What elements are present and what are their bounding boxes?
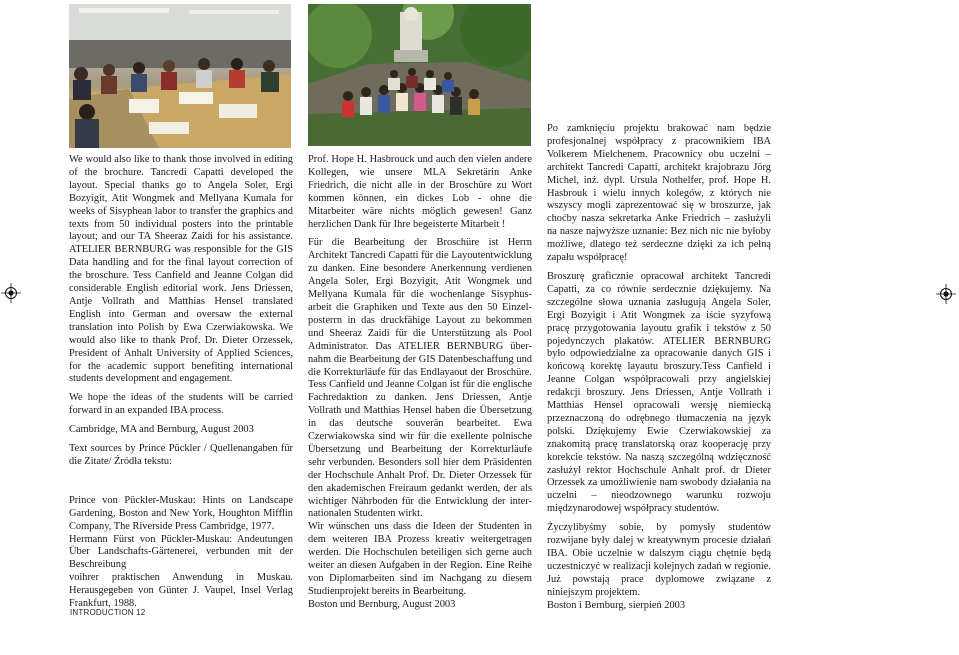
polish-closing-wish: Życzylibyśmy sobie, by pomysły studentów rozwijane były dalej w kreatywnym procesie działań IBA. Obie uczelnie w dalszym ciągu chętnie będą uczestniczyć w realizacji kolejnych zadań w regionie. Już powstają prace dyplomowe związane z niniejszym projektem. <box>547 522 771 598</box>
german-acknowledgements: Für die Bearbeitung der Broschüre ist Herrn Architekt Tancredi Capatti für die Layoutentwicklung zu danken. Eine besondere Anerkennung verdienen Angela Soler, Ergi Bozyigit, Atit Wongmek und Mellyana Kumala für die wochenlange Sisyphus-arbeit die Graphiken und Texte aus den 50 Einzel-posterrn in das druckfähige Layout zu bekommen und Sheeraz Zaidi für die Unterstützung als Pool Administrator. Das ATELIER BERNBURG über-nahm die Bearbeitung der GIS Datenbeschaffung und die Korrekturläufe für das Endlayaout der Broschüre. Tess Canfield und Jeanne Colgan ist für die englische Fachredaktion zu danken. Jens Driessen, Antje Vollrath und Matthias Hensel haben die Übersetzung in das deutsche souverän bearbeitet. Ewa Czerwiakowska sind wir für die exellente polnische Übersetzung und Bearbeitung der Korrekturläufe sehr verbunden. Besonders soll hier dem Präsidenten der Hochschule Anhalt Prof. Dr. Dieter Orzessek für den akademischen Freiraum gedankt werden, der als wichtiger Nährboden für die Entwicklung der inter-nationalen Studenten wirkt. <box>308 237 532 520</box>
polish-thanks: Po zamknięciu projektu brakować nam będzie profesjonalnej współpracy z pracownikiem IBA Volkerem Mielchenem. Pracownicy obu uczelni – architekt Tancredi Capatti, architekt krajobrazu Jörg Michel, inż. dypl. Ursula Nothelfer, prof. Hope H. Hasbrouk i wielu innych kolegów, z których nie wszyscy mogli zaprezentować się w broszurze, jak choćby nasza sekretarka Anke Friedrich – zasłużyli na nasze najwyższe uznanie: Bez nich nic nie byłoby możliwe, dlatego też serdeczne dzięki za ich pełną zapału współpracę! <box>547 123 771 264</box>
english-place-date: Cambridge, MA and Bernburg, August 2003 <box>69 424 254 436</box>
page-footer-label: INTRODUCTION 12 <box>70 608 146 617</box>
polish-text-column <box>547 123 771 613</box>
german-text-column <box>308 154 532 612</box>
reference-hints: Prince von Pückler-Muskau: Hints on Landscape Gardening, Boston and New York, Houghton Mifflin Company, The Riverside Press Cambridge, 1977. <box>69 494 293 532</box>
group-photo-graphic <box>308 4 531 146</box>
polish-acknowledgements: Broszurę graficznie opracował architekt Tancredi Capatti, za co równie serdecznie dziękujemy. Na szczególne słowa uznania zasługują Angela Soler, Ergi Bozyigit i Atit Wongmek za iście syzyfową pracę przygotowania layoutu grafik i tekstów z 50 pojedynczych plakatów. ATELIER BERNBURG było odpowiedzialne za opracowanie danych GIS i końcową korektę layautu broszury.Tess Canfield i Jeanne Colgan współpracowali przy angielskiej redakcji broszury. Jens Driessen, Antje Vollrath i Matthias Hensel opracowali wersję niemiecką przeznaczoną do odrębnego tłumaczenia na język polski. Dziękujemy Ewie Czerwiakowskiej za znakomitą pracę translatorską oraz kooperację przy korekcie tekstów. Na naszą szczególną wdzięczność zasłużył rektor Hochschule Anhalt prof. dr Dieter Orzessek za umożliwienie nam swobody działania na uczelni – nieodzownego warunku rozwoju międzynarodowej współpracy studentów. <box>547 270 771 515</box>
studio-photo <box>69 4 291 148</box>
registration-mark-left-icon <box>1 283 21 303</box>
german-thanks: Prof. Hope H. Hasbrouck und auch den vielen andere Kollegen, wie unsere MLA Sekretärin Anke Friedrich, die nicht alle in der Broschüre zu Wort kommen können, ein dickes Lob - ohne die Mitarbeiter wäre nichts möglich gewesen! Ganz herzlichen Dank für Ihre begeisterte Mitarbeit ! <box>308 154 532 230</box>
reference-andeutungen-cont: voihrer praktischen Anwendung in Muskau. Herausgegeben von Günter J. Vaupel, Insel Verlag Frankfurt, 1988. <box>69 572 293 610</box>
text-sources-heading: Text sources by Prince Pückler / Quellenangaben für die Zitate/ Źródła tekstu: <box>69 443 293 467</box>
english-text-column <box>69 154 293 611</box>
reference-andeutungen: Hermann Fürst von Pückler-Muskau: Andeutungen Über Landschafts-Gärtenerei, verbunden mit der Beschreibung <box>69 533 293 571</box>
english-closing-wish: We hope the ideas of the students will be carried forward in an expanded IBA process. <box>69 392 293 417</box>
german-place-date: Boston und Bernburg, August 2003 <box>308 598 456 610</box>
registration-mark-right-icon <box>936 284 956 304</box>
group-photo <box>308 4 531 146</box>
german-closing-wish: Wir wünschen uns dass die Ideen der Studenten in dem weiteren IBA Prozess kreativ weitergetragen werden. Die Hochschulen beteiligen sich gerne auch weiter an diesen Aufgaben in der Region. Eine Reihe von Diplomarbeiten sind im Nachgang zu diesem Studienprojekt bereits in Bearbeitung. <box>308 521 532 597</box>
studio-photo-graphic <box>69 4 291 148</box>
polish-place-date: Boston i Bernburg, sierpień 2003 <box>547 599 686 611</box>
english-acknowledgements: We would also like to thank those involved in editing of the brochure. Tancredi Capatti developed the layout. Special thanks go to Angela Soler, Ergi Bozyigit, Atit Wongmek and Mellyana Kumala for weeks of Sisyphean labor to transfer the graphics and texts from 50 individual posters into the printable layout; and our TA Sheeraz Zaidi for his assistance. ATELIER BERNBURG was responsible for the GIS Data handling and for the final layout correction of the broschure. Tess Canfield and Jeanne Colgan did considerable English editorial work. Jens Driessen, Antje Vollrath and Matthias Hensel translated English into German and oversaw the external translation into Polish by Ewa Czerwiakowska. We would also like to thank Prof. Dr. Dieter Orzessek, President of Anhalt University of Applied Sciences, for the academic support benefiting international students development and engagement. <box>69 154 293 385</box>
